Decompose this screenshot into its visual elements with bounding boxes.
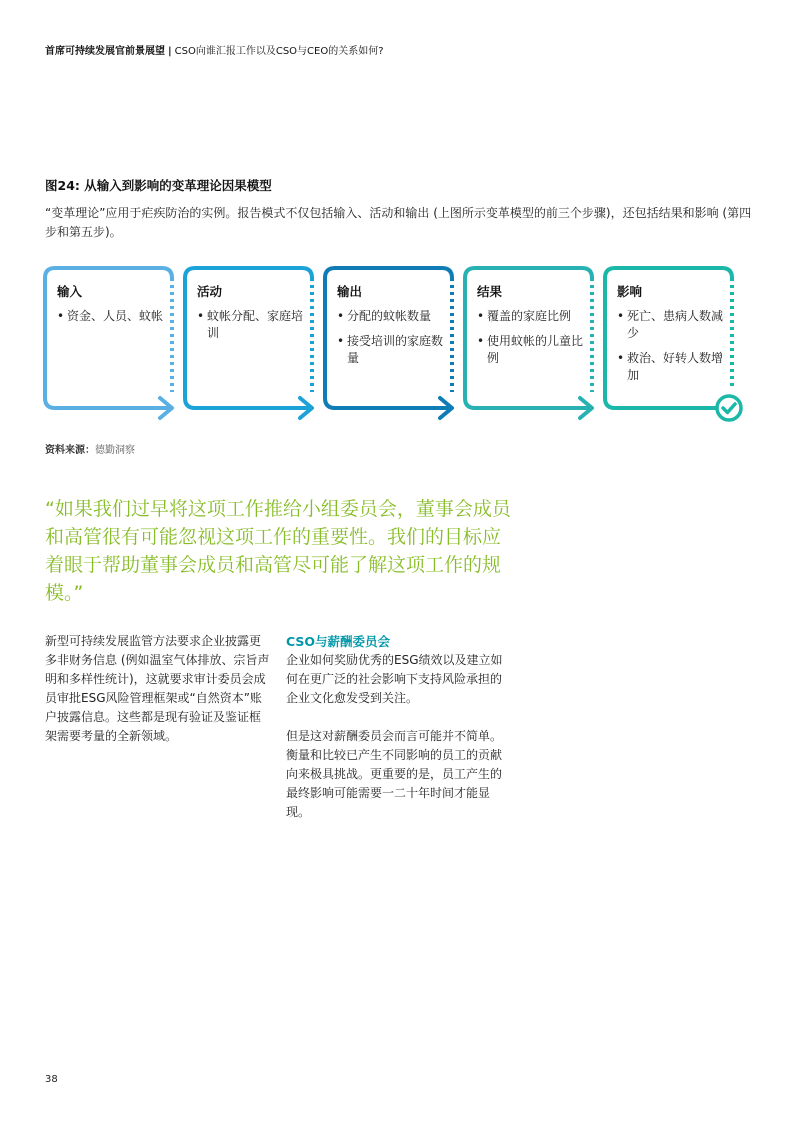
step-input-item: • 资金、人员、蚊帐 [57,308,169,325]
step-input [57,282,169,333]
pull-quote: “如果我们过早将这项工作推给小组委员会，董事会成员和高管很有可能忽视这项工作的重要性。我们的目标应着眼于帮助董事会成员和高管尽可能了解这项工作的规模。” [45,498,511,604]
step-outcome-item: • 覆盖的家庭比例 [477,308,589,325]
step-output-title: 输出 [337,284,363,299]
step-activity-title: 活动 [197,284,223,299]
step-impact [617,282,729,392]
figure-description: “变革理论”应用于疟疾防治的实例。报告模式不仅包括输入、活动和输出 (上图所示变革模型的前三个步骤)，还包括结果和影响 (第四步和第五步)。 [45,206,752,239]
page-number: 38 [45,1074,58,1085]
body-paragraph: 企业如何奖励优秀的ESG绩效以及建立如何在更广泛的社会影响下支持风险承担的企业文化愈发受到关注。 [286,653,503,705]
step-outcome-title: 结果 [477,284,503,299]
header-separator: | [168,46,172,57]
step-impact-item: • 死亡、患病人数减少 [617,308,729,342]
body-left-column: 新型可持续发展监管方法要求企业披露更多非财务信息 (例如温室气体排放、宗旨声明和多样性统计)，这就要求审计委员会成员审批ESG风险管理框架或“自然资本”账户披露信息。这些都是现有验证及鉴证框架需要考量的全新领域。 [45,634,270,743]
check-circle-icon [717,396,741,420]
body-paragraph: 但是这对薪酬委员会而言可能并不简单。衡量和比较已产生不同影响的员工的贡献向来极具挑战。更重要的是，员工产生的最终影响可能需要一二十年时间才能显现。 [286,729,503,819]
page-header [45,42,384,57]
source-label: 资料来源： [45,445,95,456]
figure-source [45,441,135,456]
step-outcome-item: • 使用蚊帐的儿童比例 [477,333,589,367]
section-heading: CSO与薪酬委员会 [286,634,391,649]
step-output [337,282,449,375]
step-activity [197,282,309,350]
step-impact-title: 影响 [617,284,643,299]
step-input-title: 输入 [57,284,83,299]
step-output-item: • 分配的蚊帐数量 [337,308,449,325]
step-impact-item: • 救治、好转人数增加 [617,350,729,384]
figure-title: 图24: 从输入到影响的变革理论因果模型 [45,178,272,193]
step-activity-item: • 蚊帐分配、家庭培训 [197,308,309,342]
step-output-item: • 接受培训的家庭数量 [337,333,449,367]
body-right-column [286,632,511,841]
source-text: 德勤洞察 [95,445,135,456]
report-title: 首席可持续发展官前景展望 [45,46,165,57]
step-outcome [477,282,589,375]
section-title: CSO向谁汇报工作以及CSO与CEO的关系如何? [174,46,384,57]
